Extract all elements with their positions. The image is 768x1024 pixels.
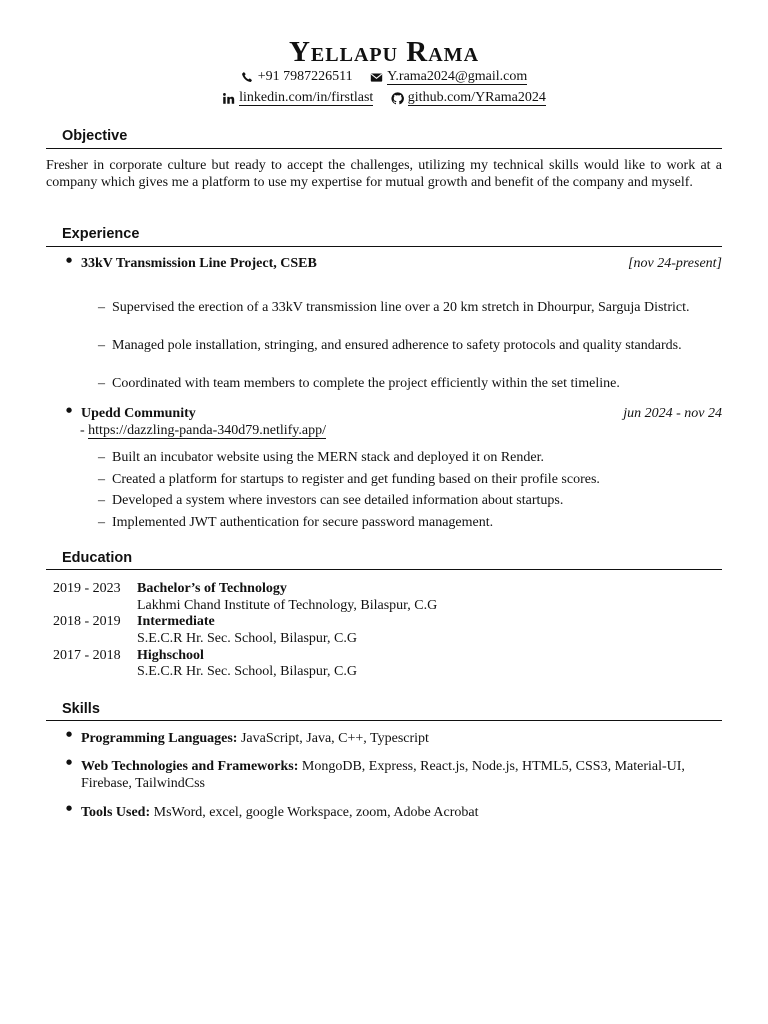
email-contact[interactable] [370, 69, 527, 85]
phone-icon [241, 71, 254, 84]
job-detail-item: – Managed pole installation, stringing, and ensured adherence to safety protocols and quality standards. [98, 338, 682, 353]
experience-rule [46, 246, 722, 247]
skill-item [81, 758, 722, 792]
job-detail-item: – Built an incubator website using the MERN stack and deployed it on Render. [98, 450, 544, 465]
candidate-name: Yellapu Rama [288, 36, 480, 68]
dash-marker: – [98, 376, 105, 391]
education-years: 2019 - 2023 [53, 581, 121, 596]
envelope-icon [370, 71, 383, 84]
job-date: [nov 24-present] [628, 256, 722, 271]
skill-label: Web Technologies and Frameworks: [81, 759, 299, 774]
job-detail-item: – Coordinated with team members to complete the project efficiently within the set timeline. [98, 376, 620, 391]
dash-marker: – [98, 493, 105, 508]
objective-rule [46, 148, 722, 149]
linkedin-contact[interactable] [222, 90, 373, 106]
skill-value: MsWord, excel, google Workspace, zoom, Adobe Acrobat [150, 805, 479, 820]
skill-label: Programming Languages: [81, 731, 238, 746]
github-link[interactable]: github.com/YRama2024 [407, 90, 546, 105]
dash-marker: – [98, 300, 105, 315]
skill-value: JavaScript, Java, C++, Typescript [237, 731, 429, 746]
job-title: Upedd Community [81, 406, 196, 421]
education-heading: Education [62, 550, 133, 566]
contact-row-primary [46, 69, 722, 89]
job-title: 33kV Transmission Line Project, CSEB [81, 256, 317, 271]
skills-heading: Skills [62, 701, 100, 717]
project-link[interactable]: https://dazzling-panda-340d79.netlify.app/ [88, 423, 326, 438]
skills-rule [46, 720, 722, 721]
skill-item [81, 804, 722, 821]
phone-text: +91 7987226511 [257, 69, 353, 84]
dash-marker: – [98, 472, 105, 487]
linkedin-link[interactable]: linkedin.com/in/firstlast [239, 90, 374, 105]
github-icon [391, 92, 404, 105]
job-detail-item: – Supervised the erection of a 33kV transmission line over a 20 km stretch in Dhourpur, Sarguja District. [98, 300, 690, 315]
contact-row-secondary [46, 90, 722, 110]
skill-label: Tools Used: [81, 805, 151, 820]
education-degree: Highschool [137, 648, 204, 663]
job-detail-item: – Developed a system where investors can see detailed information about startups. [98, 493, 564, 508]
education-rule [46, 569, 722, 570]
linkedin-icon [222, 92, 235, 105]
skill-bullet [66, 804, 74, 815]
dash-marker: – [98, 450, 105, 465]
skill-value: MongoDB, Express, React.js, Node.js, HTML5, CSS3, Material-UI, Firebase, TailwindCss [81, 759, 685, 791]
objective-text: Fresher in corporate culture but ready to accept the challenges, utilizing my technical skills would like to work at a company which gives me a platform to use my expertise for mutual growth and benefit of the company and myself. [46, 158, 722, 190]
education-school: Lakhmi Chand Institute of Technology, Bilaspur, C.G [137, 598, 438, 613]
job-date: jun 2024 - nov 24 [623, 406, 722, 421]
phone-contact[interactable] [241, 69, 353, 85]
project-link-row [80, 423, 326, 439]
job-detail-item: – Implemented JWT authentication for secure password management. [98, 515, 494, 530]
link-prefix: - [80, 423, 89, 438]
job-detail-item: – Created a platform for startups to register and get funding based on their profile scores. [98, 472, 600, 487]
github-contact[interactable] [391, 90, 546, 106]
experience-heading: Experience [62, 226, 140, 242]
job-bullet [66, 256, 74, 267]
skill-item [81, 730, 722, 747]
skill-bullet [66, 758, 74, 769]
education-school: S.E.C.R Hr. Sec. School, Bilaspur, C.G [137, 664, 357, 679]
dash-marker: – [98, 515, 105, 530]
job-bullet [66, 406, 74, 417]
objective-heading: Objective [62, 128, 128, 144]
education-years: 2018 - 2019 [53, 614, 121, 629]
education-degree: Intermediate [137, 614, 215, 629]
dash-marker: – [98, 338, 105, 353]
education-years: 2017 - 2018 [53, 648, 121, 663]
email-link[interactable]: Y.rama2024@gmail.com [387, 69, 528, 84]
education-school: S.E.C.R Hr. Sec. School, Bilaspur, C.G [137, 631, 357, 646]
skill-bullet [66, 730, 74, 741]
education-degree: Bachelor’s of Technology [137, 581, 287, 596]
